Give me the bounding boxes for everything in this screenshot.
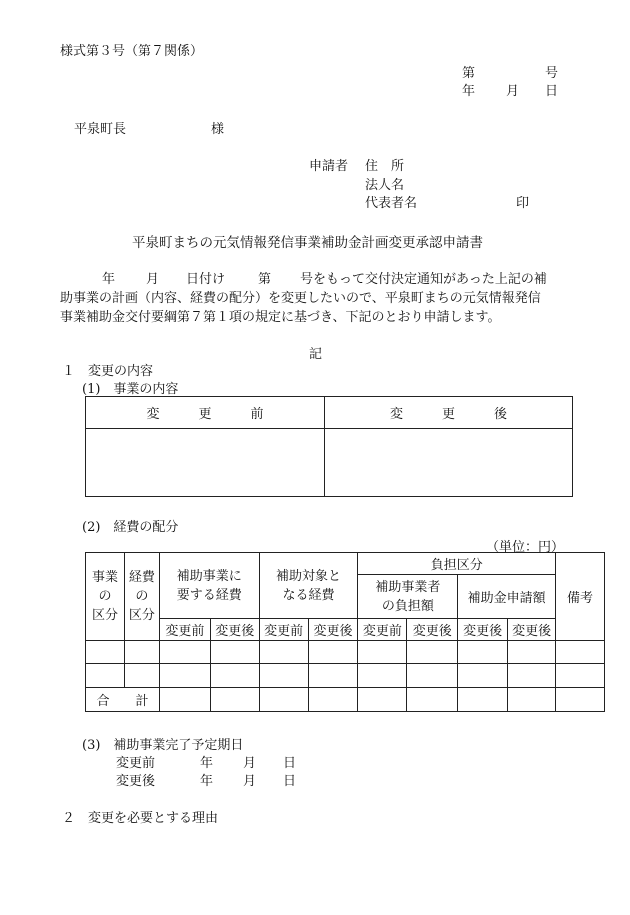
category-header: 事業 の 区分: [86, 553, 125, 641]
doc-no-dai: 第: [462, 66, 476, 81]
table-row: [86, 664, 605, 688]
seal-mark: 印: [516, 196, 530, 211]
eligible-cost-header: 補助対象と なる経費: [259, 553, 358, 619]
before-content-cell[interactable]: [86, 429, 325, 497]
form-number: 様式第３号（第７関係）: [60, 44, 204, 59]
operator-after-header: 変更後: [407, 619, 458, 641]
body-hizuke: 日付け: [186, 272, 226, 287]
document-title: 平泉町まちの元気情報発信事業補助金計画変更承認申請書: [132, 235, 483, 251]
remarks-header: 備考: [556, 553, 605, 641]
burden-header: 負担区分: [358, 553, 556, 575]
completion-after-hi: 日: [283, 774, 297, 789]
doc-date-nen: 年: [462, 84, 476, 99]
doc-no-go: 号: [545, 66, 559, 81]
addressee-honorific: 様: [211, 122, 225, 137]
completion-after-nen: 年: [200, 774, 214, 789]
section1-heading: １ 変更の内容: [62, 364, 154, 379]
representative-label: 代表者名: [365, 196, 418, 211]
completion-before-nen: 年: [200, 756, 214, 771]
content-change-table: [85, 396, 573, 497]
expense-type-header: 経費 の 区分: [124, 553, 159, 641]
completion-before-label: 変更前: [116, 756, 156, 771]
required-before-header: 変更前: [159, 619, 210, 641]
grant-request-header: 補助金申請額: [458, 575, 556, 619]
ki-heading: 記: [309, 347, 323, 362]
total-row: [86, 688, 605, 712]
expense-table: [85, 552, 605, 712]
total-label: 合 計: [86, 688, 160, 712]
after-header: 変 更 後: [325, 397, 573, 429]
grant-after-header-1: 変更後: [458, 619, 508, 641]
eligible-before-header: 変更前: [259, 619, 308, 641]
body-dai: 第: [258, 272, 272, 287]
after-content-cell[interactable]: [325, 429, 573, 497]
sub2-label: (2) 経費の配分: [82, 520, 179, 535]
required-after-header: 変更後: [210, 619, 259, 641]
eligible-after-header: 変更後: [308, 619, 358, 641]
sub3-label: (3) 補助事業完了予定期日: [82, 738, 244, 753]
completion-after-label: 変更後: [116, 774, 156, 789]
completion-after-tsuki: 月: [243, 774, 257, 789]
grant-after-header-2: 変更後: [508, 619, 556, 641]
address-label: 住 所: [365, 159, 405, 174]
body-line1-rest: 号をもって交付決定通知があった上記の補: [300, 272, 547, 287]
body-line3: 事業補助金交付要綱第７第１項の規定に基づき、下記のとおり申請します。: [60, 310, 501, 325]
applicant-label: 申請者: [309, 159, 349, 174]
required-cost-header: 補助事業に 要する経費: [159, 553, 259, 619]
body-tsuki: 月: [146, 272, 160, 287]
doc-date-hi: 日: [545, 84, 559, 99]
completion-before-tsuki: 月: [243, 756, 257, 771]
addressee-name: 平泉町長: [74, 122, 127, 137]
corp-name-label: 法人名: [365, 178, 405, 193]
unit-label: （単位：円）: [486, 540, 565, 555]
section2-heading: ２ 変更を必要とする理由: [62, 811, 219, 826]
before-header: 変 更 前: [86, 397, 325, 429]
body-nen: 年: [102, 272, 116, 287]
doc-date-tsuki: 月: [506, 84, 520, 99]
completion-before-hi: 日: [283, 756, 297, 771]
operator-before-header: 変更前: [358, 619, 407, 641]
operator-burden-header: 補助事業者 の負担額: [358, 575, 458, 619]
table-row: [86, 641, 605, 664]
body-line2: 助事業の計画（内容、経費の配分）を変更したいので、平泉町まちの元気情報発信: [60, 291, 541, 306]
sub1-label: (1) 事業の内容: [82, 382, 179, 397]
